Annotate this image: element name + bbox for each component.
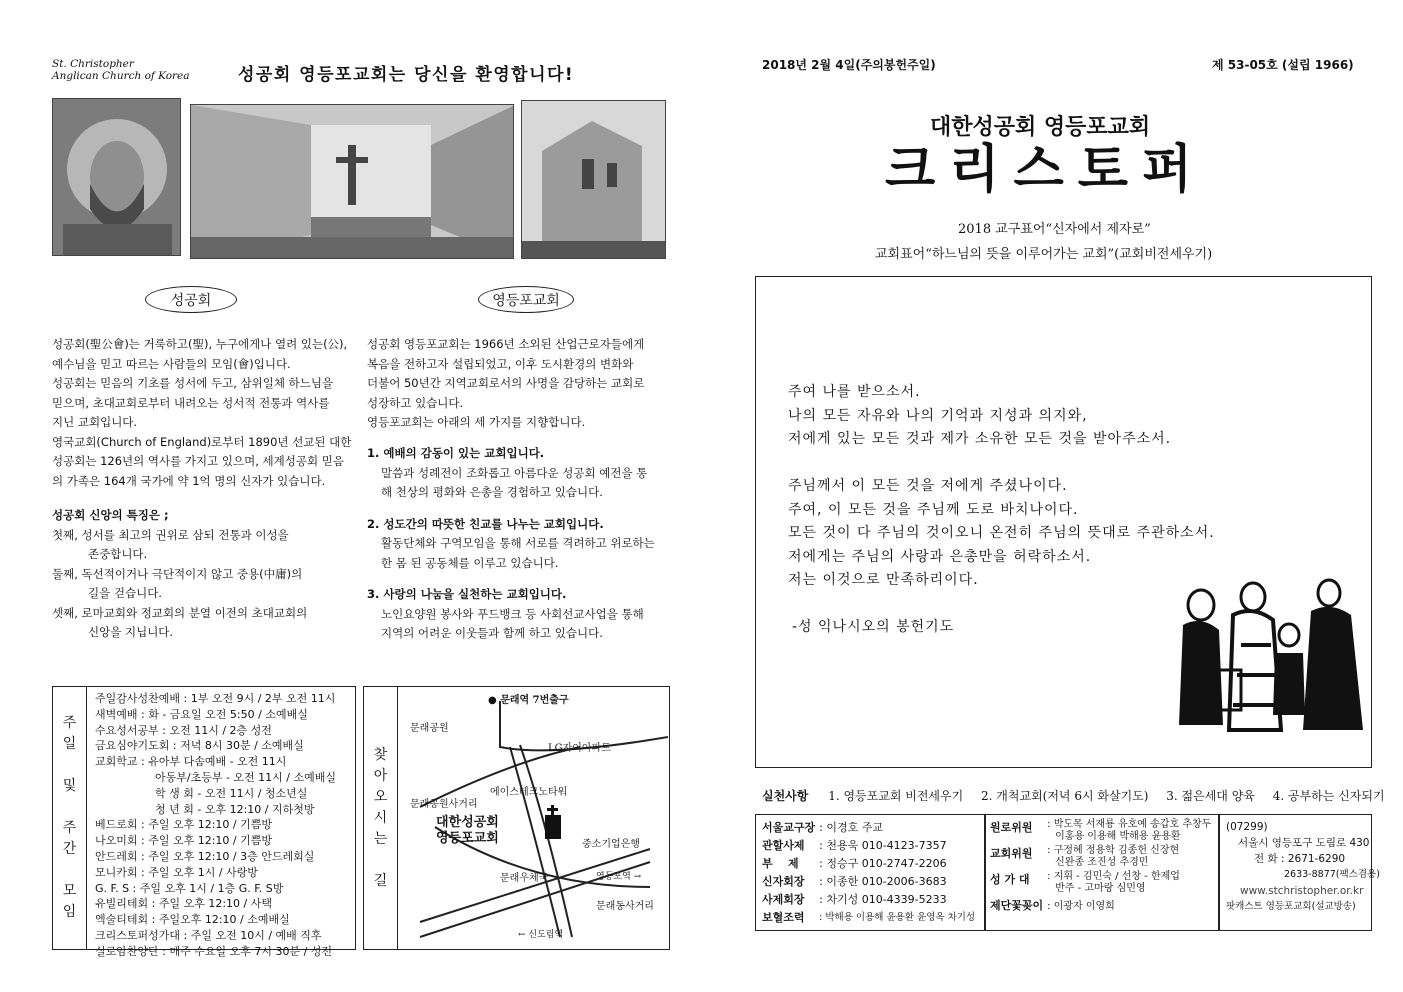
contact-address: 서울시 영등포구 도림로 430 — [1238, 837, 1370, 849]
feature-line: 신앙을 지닙니다. — [88, 625, 174, 639]
staff-value: : 천용욱 010-4123-7357 — [819, 839, 947, 852]
committee-line: : 지휘 - 김민숙 / 선창 - 한제업 — [1047, 871, 1180, 882]
committee-value — [1047, 844, 1211, 870]
label-char: 시 — [373, 809, 388, 826]
church-exterior-photo — [521, 100, 666, 259]
staff-key: 사제회장 — [762, 893, 805, 906]
issue-number: 제 53-05호 (설립 1966) — [1212, 58, 1354, 72]
feature-line: 길을 걷습니다. — [88, 586, 162, 600]
feature-line: 둘째, 독선적이거나 극단적이지 않고 중용(中庸)의 — [52, 566, 303, 581]
prayer-attribution: -성 익나시오의 봉헌기도 — [792, 619, 955, 635]
staff-table — [762, 818, 975, 926]
map-church-line1: 대한성공회 — [436, 815, 499, 830]
logo — [52, 58, 190, 82]
staff-key: 관할사제 — [762, 839, 805, 852]
aim-title: 3. 사랑의 나눔을 실천하는 교회입니다. — [367, 587, 567, 601]
meetings-box — [52, 686, 356, 958]
contact-zip: (07299) — [1226, 821, 1268, 833]
label-char — [67, 860, 71, 881]
welcome-title: 성공회 영등포교회는 당신을 환영합니다! — [238, 65, 575, 85]
prayer-line: 모든 것이 다 주님의 것이오니 온전히 주님의 뜻대로 주관하소서. — [788, 525, 1215, 541]
map-park-label: 문래공원 — [410, 723, 449, 734]
meeting-row: G. F. S : 주일 오후 1시 / 1층 G. F. S방 — [95, 881, 284, 895]
meeting-row: 새벽예배 : 화 - 금요일 오전 5:50 / 소예배실 — [95, 707, 308, 721]
prayer-line — [788, 452, 1215, 476]
aim-item — [367, 515, 669, 574]
prayer-line: 주여 나를 받으소서. — [788, 384, 921, 400]
practice-item: 2. 개척교회(저녁 6시 화살기도) — [981, 789, 1149, 803]
map-apt-label: LG자이아파트 — [548, 743, 611, 754]
meeting-row: 학 생 회 - 오전 11시 / 청소년실 — [155, 786, 308, 800]
map-crossroad2-label: 문래동사거리 — [596, 901, 654, 912]
committee-line: 반주 - 고마랑 심민영 — [1055, 883, 1146, 894]
practice-item: 1. 영등포교회 비전세우기 — [828, 789, 964, 803]
directions-box — [363, 686, 670, 950]
prayer-line — [788, 593, 1215, 617]
prayer-text — [788, 381, 1215, 640]
committee-value: : 이광자 이영희 — [1047, 901, 1115, 912]
prayer-line: 저는 이것으로 만족하리이다. — [788, 572, 979, 588]
staff-key: 서울교구장 — [762, 821, 816, 834]
anglican-para: 영국교회(Church of England)로부터 1890년 선교된 대한 — [52, 434, 352, 449]
aim-item — [367, 585, 669, 644]
sanctuary-photo — [190, 104, 514, 259]
committee-key: 제단꽃꽂이 — [990, 899, 1044, 912]
label-char: 주 — [62, 820, 77, 836]
aim-line: 지역의 어려운 이웃들과 함께 하고 있습니다. — [381, 626, 603, 640]
staff-value: : 이종한 010-2006-3683 — [819, 875, 947, 888]
committee-key: 원로위원 — [990, 821, 1033, 834]
logo-line1: St. Christopher — [52, 58, 134, 70]
meetings-label — [53, 687, 87, 949]
info-divider — [984, 815, 986, 930]
staff-key: 보혈조력 — [762, 911, 805, 924]
meeting-row: 나오미회 : 주일 오후 12:10 / 기쁨방 — [95, 834, 272, 848]
logo-line2: Anglican Church of Korea — [52, 70, 190, 82]
label-char: 아 — [373, 767, 388, 784]
anglican-intro — [52, 335, 358, 491]
label-char: 찾 — [373, 746, 388, 763]
church-para: 영등포교회는 아래의 세 가지를 지향합니다. — [367, 415, 586, 429]
meeting-row: 아동부/초등부 - 오전 11시 / 소예배실 — [155, 770, 336, 784]
aim-line: 한 몸 된 공동체를 이루고 있습니다. — [381, 555, 559, 570]
staff-row — [762, 890, 975, 908]
prayer-line: 나의 모든 자유와 나의 기억과 지성과 의지와, — [788, 407, 1088, 424]
map-church-name — [436, 815, 499, 847]
aim-item — [367, 444, 669, 503]
staff-value: : 이경호 주교 — [819, 821, 883, 834]
features-title: 성공회 신앙의 특징은 ; — [52, 508, 169, 522]
contact-tel: 전 화 : 2671-6290 — [1254, 853, 1346, 865]
info-divider — [1218, 815, 1220, 930]
feature-line: 셋째, 로마교회와 정교회의 분열 이전의 초대교회의 — [52, 605, 308, 620]
committee-line: 이홍용 이용해 박해용 윤용환 — [1055, 831, 1181, 842]
aim-title: 2. 성도간의 따뜻한 친교를 나누는 교회입니다. — [367, 516, 604, 531]
church-para: 복음을 전하고자 설립되었고, 이후 도시환경의 변화와 — [367, 356, 634, 371]
label-char: 는 — [373, 830, 388, 847]
label-char: 간 — [62, 841, 77, 857]
meeting-row: 수요성서공부 : 오전 11시 / 2층 성전 — [95, 723, 272, 737]
staff-row — [762, 818, 975, 836]
anglican-para: 지닌 교회입니다. — [52, 415, 138, 429]
map-tower-label: 에이스테크노타워 — [490, 787, 568, 798]
meeting-row: 안드레회 : 주일 오후 12:10 / 3층 안드레회실 — [95, 849, 315, 863]
staff-value: : 정승구 010-2747-2206 — [819, 857, 947, 870]
map-post-label: 문래우체국 — [500, 873, 549, 884]
map-arrow-yeongdeungpo: 영등포역 → — [596, 872, 642, 882]
meeting-row: 교회학교 : 유아부 다솜예배 - 오전 11시 — [95, 755, 287, 769]
label-char — [67, 755, 71, 776]
staff-row — [762, 908, 975, 926]
committee-row — [990, 896, 1211, 914]
church-para: 성공회 영등포교회는 1966년 소외된 산업근로자들에게 — [367, 337, 645, 351]
contact-block — [1226, 819, 1380, 915]
meeting-row: 금요심야기도회 : 저녁 8시 30분 / 소예배실 — [95, 739, 304, 753]
church-oval-text: 영등포교회 — [492, 292, 560, 309]
meetings-list — [95, 691, 336, 960]
anglican-para: 의 가족은 164개 국가에 약 1억 명의 신자가 있습니다. — [52, 473, 326, 488]
practice-bar — [762, 787, 1399, 804]
label-char: 및 — [62, 778, 77, 794]
label-char: 모 — [62, 883, 77, 899]
map-church-line2: 영등포교회 — [436, 831, 499, 846]
church-para: 더불어 50년간 지역교회로서의 사명을 감당하는 교회로 — [367, 376, 645, 390]
contact-web[interactable]: www.stchristopher.or.kr — [1240, 885, 1364, 897]
feature-line: 첫째, 성서를 최고의 권위로 삼되 전통과 이성을 — [52, 527, 289, 542]
committee-line: : 박도목 서재룡 유호예 송갑호 추창두 — [1047, 819, 1212, 830]
committee-value — [1047, 818, 1211, 844]
map — [400, 687, 668, 949]
anglican-para: 믿으며, 초대교회로부터 내려오는 성서적 전통과 역사를 — [52, 395, 330, 410]
label-char: 길 — [373, 872, 388, 889]
contact-fax: 2633-8877(팩스겸용) — [1284, 869, 1380, 880]
info-box — [755, 814, 1380, 931]
meeting-row: 크리스토퍼성가대 : 주일 오전 10시 / 예배 직후 — [95, 928, 322, 942]
directions-label — [364, 687, 398, 949]
label-char — [378, 850, 382, 871]
staff-row — [762, 836, 975, 854]
practice-item: 4. 공부하는 신자되기 — [1272, 789, 1385, 803]
meeting-row: 유빌리테회 : 주일 오후 12:10 / 사택 — [95, 897, 272, 911]
church-motto: 교회표어“하느님의 뜻을 이루어가는 교회”(교회비전세우기) — [875, 247, 1213, 262]
anglican-para: 성공회는 믿음의 기초를 성서에 두고, 삼위일체 하느님을 — [52, 376, 334, 390]
meeting-row: 청 년 회 - 오후 12:10 / 지하첫방 — [155, 802, 315, 816]
aim-line: 해 천상의 평화와 은총을 경험하고 있습니다. — [381, 485, 603, 499]
prayer-line: 저에게는 주님의 사랑과 은총만을 허락하소서. — [788, 548, 1092, 565]
prayer-line: 저에게 있는 모든 것과 제가 소유한 모든 것을 받아주소서. — [788, 431, 1172, 447]
map-bank-label: 중소기업은행 — [582, 839, 640, 850]
label-char: 오 — [373, 788, 388, 805]
committee-line: : 구정혜 정용학 김종헌 신장현 — [1047, 845, 1180, 856]
anglican-features — [52, 506, 358, 643]
anglican-para: 예수님을 믿고 따르는 사람들의 모임(會)입니다. — [52, 356, 291, 371]
newsletter-title: 크리스토퍼 — [885, 139, 1207, 200]
committee-row — [990, 870, 1211, 896]
meeting-row: 실로암찬양단 : 매주 수요일 오후 7시 30분 / 성전 — [95, 944, 333, 958]
diocese-motto: 2018 교구표어“신자에서 제자로” — [958, 222, 1151, 237]
staff-value: : 박해용 이용해 윤용환 윤영옥 차기성 — [819, 912, 976, 923]
anglican-para: 성공회(聖公會)는 거룩하고(聖), 누구에게나 열려 있는(公), — [52, 337, 348, 351]
church-para: 성장하고 있습니다. — [367, 395, 464, 410]
jesus-mosaic-photo — [52, 98, 181, 256]
meeting-row: 엑술티테회 : 주일오후 12:10 / 소예배실 — [95, 913, 290, 927]
aim-title: 1. 예배의 감동이 있는 교회입니다. — [367, 446, 545, 460]
committee-key: 성 가 대 — [990, 873, 1030, 886]
church-intro — [367, 335, 669, 433]
map-exit-label: ● 문래역 7번출구 — [488, 695, 569, 706]
committee-row — [990, 844, 1211, 870]
issue-date: 2018년 2월 4일(주의봉헌주일) — [762, 58, 936, 72]
committee-row — [990, 818, 1211, 844]
staff-row — [762, 854, 975, 872]
anglican-oval-label — [145, 286, 237, 313]
committee-line: 신완종 조진성 추경민 — [1055, 857, 1149, 868]
committee-value — [1047, 870, 1211, 896]
church-name: 대한성공회 영등포교회 — [930, 115, 1151, 140]
prayer-box — [755, 276, 1372, 768]
label-char: 주 — [62, 715, 77, 731]
map-arrow-sindorim: ← 신도림역 — [518, 930, 564, 940]
anglican-oval-text: 성공회 — [170, 292, 212, 309]
label-char: 일 — [62, 736, 77, 752]
map-crossroad1-label: 문래공원사거리 — [410, 799, 478, 810]
feature-line: 존중합니다. — [88, 547, 148, 561]
church-aims — [367, 444, 669, 644]
anglican-para: 성공회는 126년의 역사를 가지고 있으며, 세계성공회 믿음 — [52, 454, 344, 468]
staff-key: 부 제 — [762, 857, 799, 870]
staff-value: : 차기성 010-4339-5233 — [819, 893, 947, 906]
meeting-row: 모니카회 : 주일 오후 1시 / 사랑방 — [95, 865, 258, 879]
aim-line: 노인요양원 봉사와 푸드뱅크 등 사회선교사업을 통해 — [381, 606, 644, 621]
staff-key: 신자회장 — [762, 875, 805, 888]
label-char — [67, 797, 71, 818]
committee-table — [990, 818, 1211, 914]
label-char: 임 — [62, 904, 77, 920]
meeting-row: 베드로회 : 주일 오후 12:10 / 기쁨방 — [95, 818, 272, 832]
prayer-line: 주여, 이 모든 것을 주님께 도로 바치나이다. — [788, 501, 1079, 518]
family-illustration — [1171, 575, 1371, 735]
aim-line: 활동단체와 구역모임을 통해 서로를 격려하고 위로하는 — [381, 536, 655, 550]
practice-item: 3. 젊은세대 양육 — [1166, 789, 1255, 803]
church-oval-label — [478, 286, 574, 313]
contact-podcast: 팟캐스트 영등포교회(설교방송) — [1226, 901, 1356, 912]
aim-line: 말씀과 성례전이 조화롭고 아름다운 성공회 예전을 통 — [381, 465, 648, 480]
practice-label: 실천사항 — [762, 789, 809, 803]
committee-key: 교회위원 — [990, 847, 1033, 860]
meeting-row: 주일감사성찬예배 : 1부 오전 9시 / 2부 오전 11시 — [95, 692, 336, 705]
staff-row — [762, 872, 975, 890]
prayer-line: 주님께서 이 모든 것을 저에게 주셨나이다. — [788, 478, 1068, 494]
